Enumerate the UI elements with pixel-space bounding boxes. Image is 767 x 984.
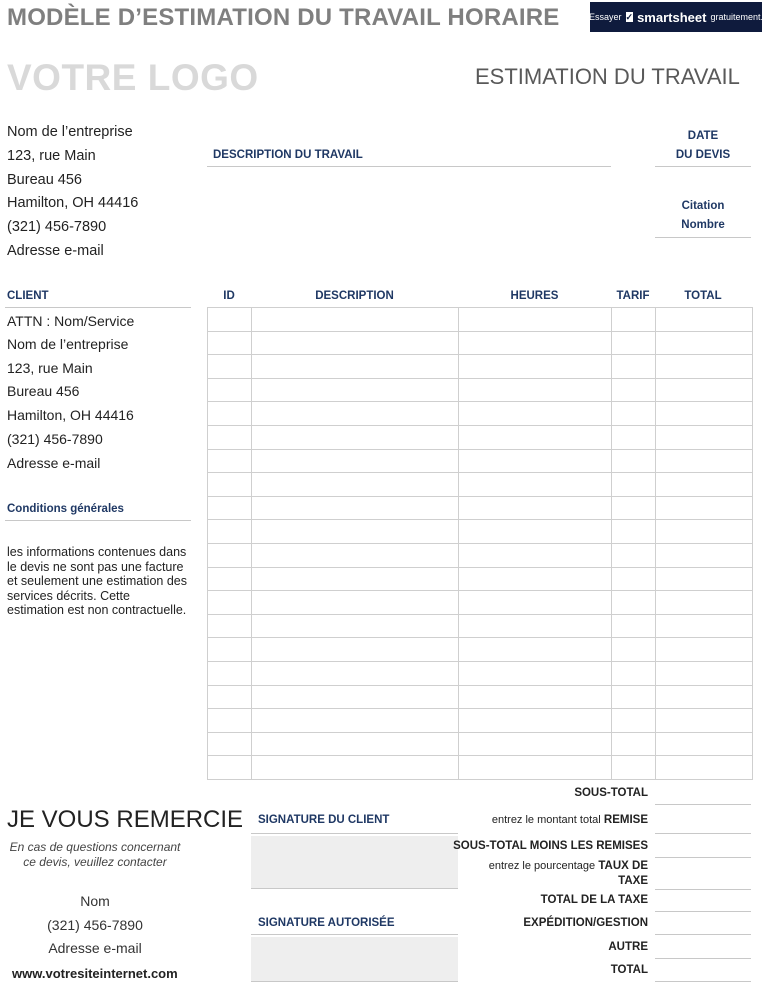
cell-total[interactable]: [655, 708, 753, 733]
cell-description[interactable]: [251, 378, 459, 403]
discount-word: REMISE: [603, 814, 648, 826]
tax-rate-label-2: TAXE: [618, 875, 648, 887]
cell-id[interactable]: [207, 331, 252, 356]
cell-rate[interactable]: [611, 614, 656, 639]
cell-id[interactable]: [207, 425, 252, 450]
cell-id[interactable]: [207, 708, 252, 733]
quote-date-rule: [655, 166, 751, 167]
cell-description[interactable]: [251, 307, 459, 332]
subtotal-value[interactable]: [655, 804, 751, 805]
cell-rate[interactable]: [611, 378, 656, 403]
cell-rate[interactable]: [611, 354, 656, 379]
cell-description[interactable]: [251, 685, 459, 710]
cell-description[interactable]: [251, 590, 459, 615]
col-header-total: TOTAL: [684, 290, 722, 302]
company-name: Nom de l’entreprise: [7, 124, 133, 140]
smartsheet-trial-button[interactable]: [590, 2, 762, 32]
smartsheet-pre-label: Essayer: [589, 12, 622, 22]
cell-rate[interactable]: [611, 496, 656, 521]
cell-hours[interactable]: [458, 543, 612, 568]
client-rule: [5, 307, 191, 308]
cell-total[interactable]: [655, 472, 753, 497]
cell-id[interactable]: [207, 590, 252, 615]
tax-rate-label: [489, 860, 648, 872]
cell-id[interactable]: [207, 307, 252, 332]
cell-total[interactable]: [655, 519, 753, 544]
cell-id[interactable]: [207, 567, 252, 592]
total-value[interactable]: [655, 981, 751, 982]
cell-id[interactable]: [207, 685, 252, 710]
cell-description[interactable]: [251, 732, 459, 757]
cell-id[interactable]: [207, 637, 252, 662]
cell-rate[interactable]: [611, 637, 656, 662]
shipping-label: EXPÉDITION/GESTION: [523, 917, 648, 929]
cell-id[interactable]: [207, 472, 252, 497]
terms-label: Conditions générales: [7, 503, 124, 515]
client-label: CLIENT: [7, 290, 49, 302]
client-street: 123, rue Main: [7, 360, 93, 376]
cell-id[interactable]: [207, 543, 252, 568]
cell-total[interactable]: [655, 685, 753, 710]
page-title: MODÈLE D’ESTIMATION DU TRAVAIL HORAIRE: [7, 4, 560, 31]
subtotal-less-discount-value[interactable]: [655, 857, 751, 858]
smartsheet-post-label: gratuitement.: [710, 12, 763, 22]
col-header-rate: TARIF: [616, 290, 650, 302]
logo-placeholder: VOTRE LOGO: [7, 57, 259, 98]
website-link[interactable]: www.votresiteinternet.com: [12, 966, 178, 981]
cell-total[interactable]: [655, 567, 753, 592]
cell-rate[interactable]: [611, 590, 656, 615]
cell-rate[interactable]: [611, 401, 656, 426]
cell-hours[interactable]: [458, 732, 612, 757]
cell-total[interactable]: [655, 590, 753, 615]
contact-name: Nom: [80, 893, 110, 909]
cell-hours[interactable]: [458, 708, 612, 733]
cell-hours[interactable]: [458, 401, 612, 426]
cell-description[interactable]: [251, 449, 459, 474]
other-label: AUTRE: [608, 941, 648, 953]
smartsheet-brand-label: smartsheet: [637, 9, 707, 25]
col-header-description: DESCRIPTION: [315, 290, 394, 302]
cell-hours[interactable]: [458, 590, 612, 615]
client-email: Adresse e-mail: [7, 455, 101, 471]
cell-description[interactable]: [251, 567, 459, 592]
cell-total[interactable]: [655, 543, 753, 568]
cell-total[interactable]: [655, 354, 753, 379]
cell-total[interactable]: [655, 614, 753, 639]
cell-total[interactable]: [655, 755, 753, 780]
cell-id[interactable]: [207, 661, 252, 686]
company-street: 123, rue Main: [7, 148, 96, 164]
cell-description[interactable]: [251, 661, 459, 686]
cell-hours[interactable]: [458, 354, 612, 379]
cell-description[interactable]: [251, 708, 459, 733]
client-company: Nom de l’entreprise: [7, 336, 129, 352]
cell-hours[interactable]: [458, 496, 612, 521]
tax-rate-value[interactable]: [655, 889, 751, 890]
cell-description[interactable]: [251, 519, 459, 544]
cell-rate[interactable]: [611, 755, 656, 780]
cell-id[interactable]: [207, 449, 252, 474]
document-title: ESTIMATION DU TRAVAIL: [475, 64, 740, 89]
tax-rate-hint: entrez le pourcentage: [488, 860, 596, 872]
cell-description[interactable]: [251, 331, 459, 356]
quote-number-rule: [655, 237, 751, 238]
cell-id[interactable]: [207, 496, 252, 521]
total-tax-label: TOTAL DE LA TAXE: [540, 894, 648, 906]
col-header-id: ID: [223, 290, 235, 302]
client-city: Hamilton, OH 44416: [7, 407, 134, 423]
cell-rate[interactable]: [611, 567, 656, 592]
discount-value[interactable]: [655, 833, 751, 834]
cell-hours[interactable]: [458, 331, 612, 356]
cell-total[interactable]: [655, 425, 753, 450]
shipping-value[interactable]: [655, 934, 751, 935]
thank-you-heading: JE VOUS REMERCIE: [7, 806, 244, 833]
cell-rate[interactable]: [611, 661, 656, 686]
cell-rate[interactable]: [611, 472, 656, 497]
cell-total[interactable]: [655, 496, 753, 521]
client-phone: (321) 456-7890: [7, 431, 103, 447]
authorized-signature-label: SIGNATURE AUTORISÉE: [258, 917, 395, 929]
cell-id[interactable]: [207, 354, 252, 379]
cell-rate[interactable]: [611, 425, 656, 450]
subtotal-label: SOUS-TOTAL: [574, 787, 648, 799]
cell-total[interactable]: [655, 401, 753, 426]
cell-rate[interactable]: [611, 708, 656, 733]
subtotal-less-discount-label: SOUS-TOTAL MOINS LES REMISES: [453, 840, 648, 852]
cell-description[interactable]: [251, 543, 459, 568]
cell-description[interactable]: [251, 755, 459, 780]
quote-date-label-1: DATE: [687, 130, 719, 142]
client-signature-field[interactable]: [251, 836, 458, 889]
cell-id[interactable]: [207, 519, 252, 544]
company-suite: Bureau 456: [7, 172, 82, 188]
job-description-label: DESCRIPTION DU TRAVAIL: [213, 149, 363, 161]
cell-id[interactable]: [207, 614, 252, 639]
cell-total[interactable]: [655, 661, 753, 686]
company-email: Adresse e-mail: [7, 243, 104, 259]
client-suite: Bureau 456: [7, 383, 80, 399]
cell-rate[interactable]: [611, 543, 656, 568]
cell-rate[interactable]: [611, 685, 656, 710]
cell-hours[interactable]: [458, 661, 612, 686]
quote-number-label-1: Citation: [681, 200, 725, 212]
discount-hint: entrez le montant total: [491, 814, 601, 826]
cell-description[interactable]: [251, 401, 459, 426]
cell-rate[interactable]: [611, 331, 656, 356]
total-label: TOTAL: [610, 964, 648, 976]
cell-description[interactable]: [251, 614, 459, 639]
cell-total[interactable]: [655, 732, 753, 757]
total-tax-value[interactable]: [655, 911, 751, 912]
terms-rule: [5, 520, 191, 521]
cell-id[interactable]: [207, 401, 252, 426]
cell-description[interactable]: [251, 354, 459, 379]
quote-number-label-2: Nombre: [681, 219, 725, 231]
checkmark-icon: ✓: [625, 12, 634, 22]
contact-phone: (321) 456-7890: [47, 917, 143, 933]
cell-hours[interactable]: [458, 472, 612, 497]
contact-note: En cas de questions concernant ce devis, veuillez contacter: [9, 840, 181, 869]
company-phone: (321) 456-7890: [7, 219, 107, 235]
cell-description[interactable]: [251, 637, 459, 662]
cell-total[interactable]: [655, 637, 753, 662]
cell-total[interactable]: [655, 307, 753, 332]
discount-label: [492, 814, 648, 826]
cell-hours[interactable]: [458, 685, 612, 710]
client-signature-rule: [251, 833, 458, 834]
cell-hours[interactable]: [458, 449, 612, 474]
cell-rate[interactable]: [611, 519, 656, 544]
cell-rate[interactable]: [611, 307, 656, 332]
cell-hours[interactable]: [458, 755, 612, 780]
client-signature-label: SIGNATURE DU CLIENT: [258, 814, 390, 826]
authorized-signature-rule: [251, 934, 458, 935]
cell-hours[interactable]: [458, 378, 612, 403]
tax-rate-word-1: TAUX DE: [598, 860, 648, 872]
cell-total[interactable]: [655, 378, 753, 403]
cell-hours[interactable]: [458, 567, 612, 592]
cell-hours[interactable]: [458, 307, 612, 332]
cell-id[interactable]: [207, 755, 252, 780]
authorized-signature-field[interactable]: [251, 937, 458, 982]
cell-id[interactable]: [207, 378, 252, 403]
cell-total[interactable]: [655, 449, 753, 474]
cell-total[interactable]: [655, 331, 753, 356]
job-description-rule: [207, 166, 611, 167]
cell-description[interactable]: [251, 425, 459, 450]
terms-text: les informations contenues dans le devis ne sont pas une facture et seulement une estimation des services décrits. Cette estimation est non contractuelle.: [7, 545, 187, 617]
cell-hours[interactable]: [458, 519, 612, 544]
cell-id[interactable]: [207, 732, 252, 757]
cell-rate[interactable]: [611, 732, 656, 757]
other-value[interactable]: [655, 958, 751, 959]
cell-description[interactable]: [251, 496, 459, 521]
cell-hours[interactable]: [458, 614, 612, 639]
col-header-hours: HEURES: [510, 290, 559, 302]
cell-hours[interactable]: [458, 637, 612, 662]
cell-description[interactable]: [251, 472, 459, 497]
cell-hours[interactable]: [458, 425, 612, 450]
cell-rate[interactable]: [611, 449, 656, 474]
company-city: Hamilton, OH 44416: [7, 195, 139, 211]
contact-email: Adresse e-mail: [48, 940, 142, 956]
client-attn: ATTN : Nom/Service: [7, 313, 135, 329]
quote-date-label-2: DU DEVIS: [675, 149, 731, 161]
